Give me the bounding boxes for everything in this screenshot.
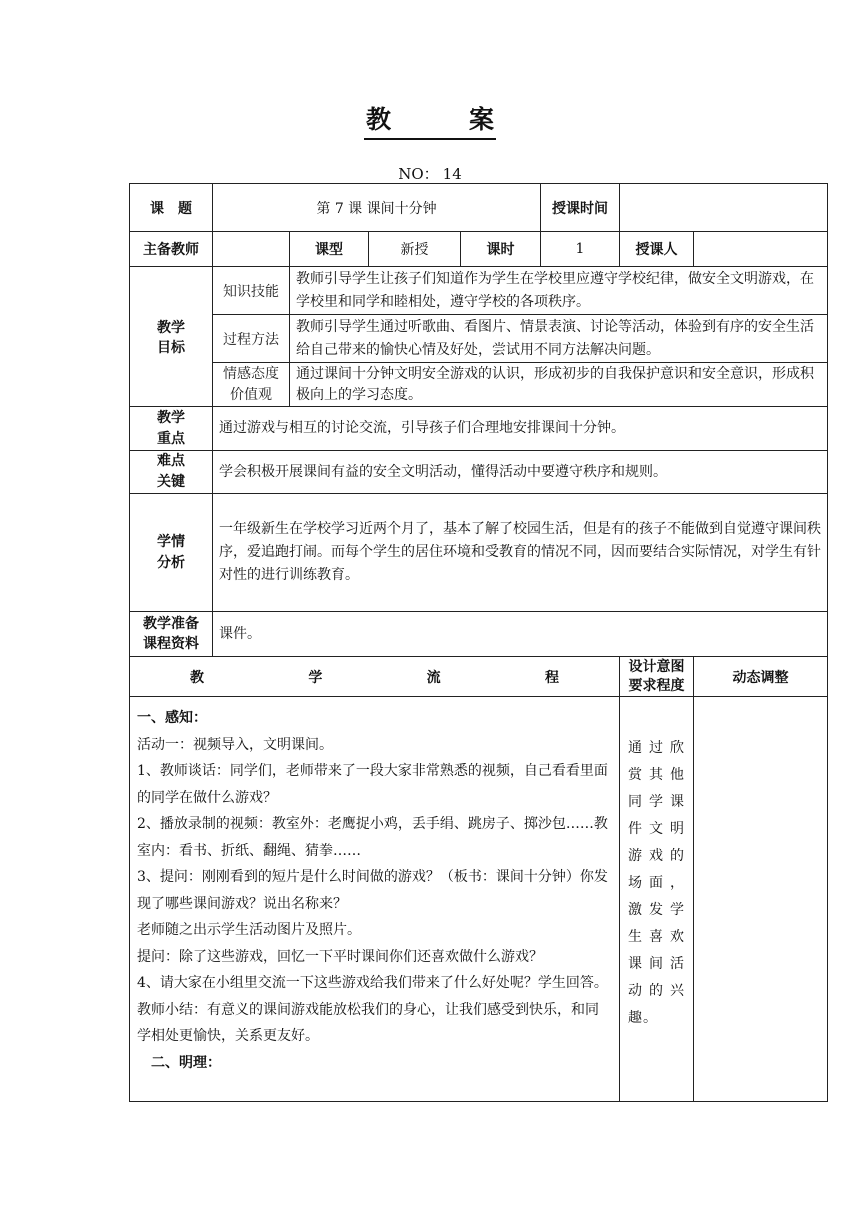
goal-row xyxy=(130,267,828,315)
adjust-note xyxy=(694,697,828,1102)
teacher-row xyxy=(130,232,828,267)
goal-row xyxy=(130,315,828,363)
process-header: 教 学 流 程 xyxy=(130,657,620,697)
hours-label: 课时 xyxy=(461,232,541,267)
analysis-text: 一年级新生在学校学习近两个月了，基本了解了校园生活，但是有的孩子不能做到自觉遵守课间秩序，爱追跑打闹。而每个学生的居住环境和受教育的情况不同，因而要结合实际情况，对学生有针对性的进行训练教育。 xyxy=(213,494,828,612)
process-line: 提问：除了这些游戏，回忆一下平时课间你们还喜欢做什么游戏？ xyxy=(137,948,543,965)
lead-teacher-label: 主备教师 xyxy=(130,232,213,267)
focus-row xyxy=(130,407,828,451)
goal-text-emotion: 通过课间十分钟文明安全游戏的认识，形成初步的自我保护意识和安全意识，形成积极向上的学习态度。 xyxy=(290,363,828,407)
process-line: 教师小结：有意义的课间游戏能放松我们的身心，让我们感受到快乐，和同学相处更愉快，关系更友好。 xyxy=(137,1001,599,1044)
goal-label-emotion: 情感态度 价值观 xyxy=(213,363,290,407)
topic-label: 课 题 xyxy=(130,184,213,232)
difficulty-label: 难点 关键 xyxy=(130,451,213,494)
focus-label: 教学 重点 xyxy=(130,407,213,451)
analysis-label: 学情 分析 xyxy=(130,494,213,612)
topic-row xyxy=(130,184,828,232)
section-heading: 二、明理： xyxy=(151,1054,221,1071)
lesson-plan-table xyxy=(129,183,828,1102)
goal-text-process: 教师引导学生通过听歌曲、看图片、情景表演、讨论等活动，体验到有序的安全生活给自己带来的愉快心情及好处，尝试用不同方法解决问题。 xyxy=(290,315,828,363)
lead-teacher-value xyxy=(213,232,290,267)
process-line: 活动一：视频导入，文明课间。 xyxy=(137,736,333,753)
document-title xyxy=(0,100,860,140)
number-value: 14 xyxy=(442,165,462,183)
process-body-row xyxy=(130,697,828,1102)
teacher-value xyxy=(694,232,828,267)
process-line: 3、提问：刚刚看到的短片是什么时间做的游戏？（板书：课间十分钟）你发现了哪些课间游戏？说出名称来？ xyxy=(137,869,608,912)
focus-text: 通过游戏与相互的讨论交流，引导孩子们合理地安排课间十分钟。 xyxy=(213,407,828,451)
title-char-left: 教 xyxy=(365,105,391,134)
document-number xyxy=(0,163,860,184)
goal-text-knowledge: 教师引导学生让孩子们知道作为学生在学校里应遵守学校纪律，做安全文明游戏，在学校里和同学和睦相处，遵守学校的各项秩序。 xyxy=(290,267,828,315)
type-value: 新授 xyxy=(369,232,461,267)
analysis-row xyxy=(130,494,828,612)
goal-label-process: 过程方法 xyxy=(213,315,290,363)
prep-label: 教学准备 课程资料 xyxy=(130,612,213,657)
difficulty-text: 学会积极开展课间有益的安全文明活动，懂得活动中要遵守秩序和规则。 xyxy=(213,451,828,494)
goal-label-knowledge: 知识技能 xyxy=(213,267,290,315)
prep-row xyxy=(130,612,828,657)
difficulty-row xyxy=(130,451,828,494)
section-heading: 一、感知： xyxy=(137,710,207,726)
goals-label: 教学 目标 xyxy=(130,267,213,407)
process-content xyxy=(130,697,620,1102)
number-label: NO： xyxy=(398,165,439,183)
process-line: 4、请大家在小组里交流一下这些游戏给我们带来了什么好处呢？学生回答。 xyxy=(137,975,608,991)
process-line: 2、播放录制的视频：教室外：老鹰捉小鸡，丢手绢、跳房子、掷沙包……教室内：看书、折纸、翻绳、猜拳…… xyxy=(137,816,608,859)
process-line: 1、教师谈话：同学们，老师带来了一段大家非常熟悉的视频，自己看看里面的同学在做什么游戏？ xyxy=(137,763,608,806)
title-char-right: 案 xyxy=(469,105,495,134)
time-label: 授课时间 xyxy=(541,184,620,232)
process-header-row xyxy=(130,657,828,697)
process-line: 老师随之出示学生活动图片及照片。 xyxy=(137,922,361,938)
type-label: 课型 xyxy=(290,232,369,267)
topic-value: 第 7 课 课间十分钟 xyxy=(213,184,541,232)
adjust-header: 动态调整 xyxy=(694,657,828,697)
time-value xyxy=(620,184,828,232)
teacher-label: 授课人 xyxy=(620,232,694,267)
hours-value: 1 xyxy=(541,232,620,267)
goal-row xyxy=(130,363,828,407)
prep-text: 课件。 xyxy=(213,612,828,657)
design-header: 设计意图 要求程度 xyxy=(620,657,694,697)
design-note: 通过欣赏其他同学课件文明游戏的场面，激发学生喜欢课间活动的兴趣。 xyxy=(620,697,694,1102)
